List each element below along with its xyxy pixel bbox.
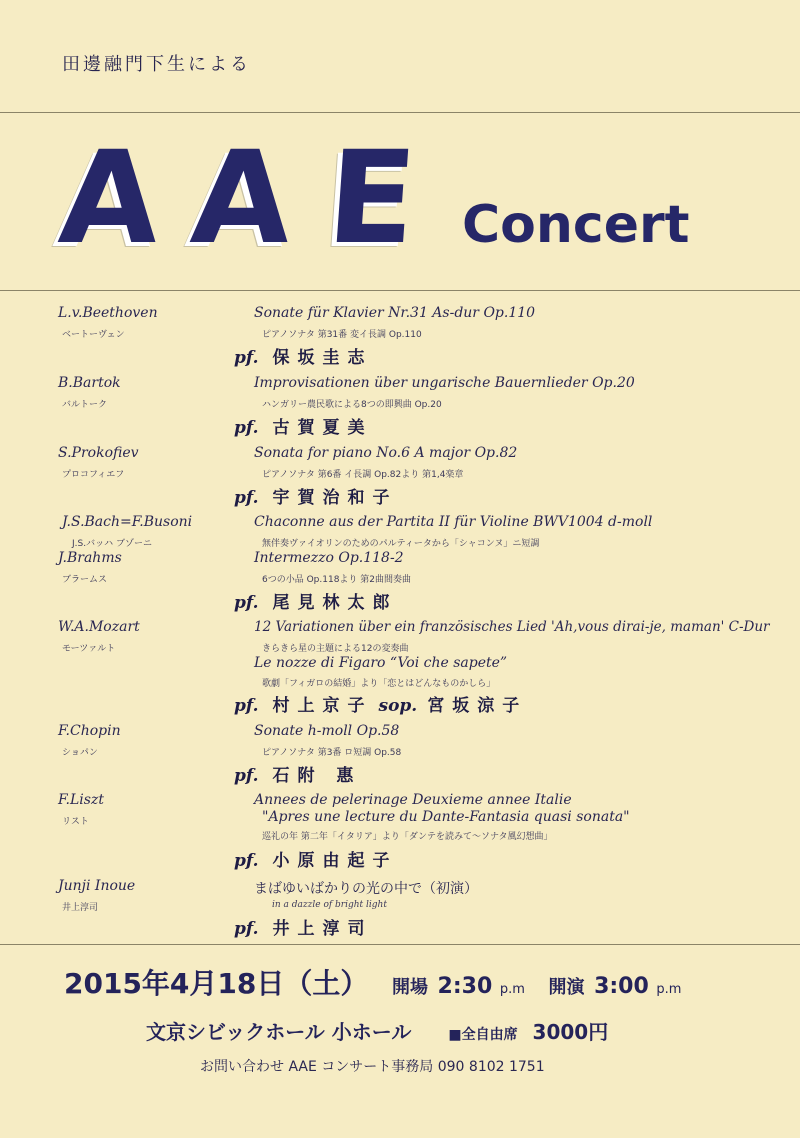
composer-name: F.Chopin [58, 723, 121, 739]
open-label: 開場 [391, 977, 428, 998]
composer-name: L.v.Beethoven [58, 305, 158, 321]
title-letter-e: E [322, 124, 421, 273]
instrument-label: pf. [234, 696, 259, 716]
instrument-label: pf. [234, 919, 259, 939]
composer-name-jp: プロコフィエフ [62, 470, 125, 480]
top-divider [0, 112, 800, 113]
performer-name: 井上淳司 [272, 919, 373, 939]
start-time: 3:00 [594, 974, 649, 999]
work-title: Sonate h-moll Op.58 [254, 723, 400, 739]
work-title-jp: 無伴奏ヴァイオリンのためのパルティータから「シャコンヌ」ニ短調 [262, 539, 540, 549]
work-title-2: Le nozze di Figaro “Voi che sapete” [254, 655, 508, 671]
composer-name-2-jp: ブラームス [62, 575, 108, 585]
start-unit: p.m [656, 982, 682, 997]
title-concert-word: Concert [462, 195, 690, 255]
composer-name: S.Prokofiev [58, 445, 139, 461]
performer-name: 保坂圭志 [272, 348, 373, 368]
venue-line [146, 1016, 608, 1045]
instrument-label: pf. [234, 418, 259, 438]
composer-name: F.Liszt [58, 792, 104, 808]
composer-name: Junji Inoue [58, 878, 136, 894]
instrument-label: pf. [234, 348, 259, 368]
performer-line [234, 413, 373, 438]
event-date: 2015年4月18日（土） [64, 967, 369, 1000]
composer-name-jp: バルトーク [62, 400, 108, 410]
seating-label: ■全自由席 [448, 1027, 518, 1043]
venue-name: 文京シビックホール 小ホール [146, 1020, 412, 1044]
performer-name: 宇賀治和子 [272, 488, 398, 508]
work-title-en: in a dazzle of bright light [272, 900, 387, 910]
performer-line [234, 914, 373, 939]
instrument-label: pf. [234, 851, 259, 871]
contact-info: お問い合わせ AAE コンサート事務局 090 8102 1751 [200, 1059, 545, 1075]
title-divider [0, 290, 800, 291]
composer-name: B.Bartok [58, 375, 121, 391]
singer-name: 宮坂涼子 [427, 696, 528, 716]
work-title: Sonata for piano No.6 A major Op.82 [254, 445, 518, 461]
performer-line [234, 483, 398, 508]
work-title-jp: きらきら星の主題による12の変奏曲 [262, 644, 409, 654]
work-title: 12 Variationen über ein französisches Lied 'Ah,vous dirai-je, maman' C-Dur [254, 619, 770, 635]
performer-line [234, 588, 398, 613]
event-date-line [64, 962, 681, 1002]
composer-name-2: J.Brahms [58, 550, 122, 566]
work-title-jp: ピアノソナタ 第3番 ロ短調 Op.58 [262, 748, 402, 758]
work-title-jp: ハンガリー農民歌による8つの即興曲 Op.20 [262, 400, 442, 410]
open-time: 2:30 [437, 974, 493, 999]
composer-name-jp: モーツァルト [62, 644, 116, 654]
work-title-2: Intermezzo Op.118-2 [254, 550, 404, 566]
work-title-2-jp: 歌劇「フィガロの結婚」より「恋とはどんなものかしら」 [262, 679, 496, 689]
composer-name-jp: ショパン [62, 748, 98, 758]
organizer-subtitle: 田邊融門下生による [62, 54, 251, 75]
work-title: Sonate für Klavier Nr.31 As-dur Op.110 [254, 305, 536, 321]
work-title-jp: ピアノソナタ 第6番 イ長調 Op.82より 第1,4楽章 [262, 470, 464, 480]
work-title-jp: 巡礼の年 第二年「イタリア」より「ダンテを読みて〜ソナタ風幻想曲」 [262, 832, 553, 842]
instrument-label: pf. [234, 593, 259, 613]
work-title-subtitle: "Apres une lecture du Dante-Fantasia quasi sonata" [262, 809, 630, 825]
performer-name: 尾見林太郎 [272, 593, 398, 613]
instrument-label: pf. [234, 766, 259, 786]
work-title-2-jp: 6つの小品 Op.118より 第2曲間奏曲 [262, 575, 412, 585]
work-title: Chaconne aus der Partita II für Violine BWV1004 d-moll [254, 514, 653, 530]
work-title: まばゆいばかりの光の中で（初演） [254, 881, 478, 897]
performer-name: 小原由起子 [272, 851, 398, 871]
composer-name-jp: リスト [62, 817, 89, 827]
performer-line [234, 761, 361, 786]
composer-name: J.S.Bach=F.Busoni [62, 514, 193, 530]
title-letter-a1: A [54, 124, 165, 273]
voice-label: sop. [378, 696, 418, 716]
composer-name-jp: J.S.バッハ ブゾーニ [72, 539, 152, 549]
ticket-price: 3000円 [532, 1020, 609, 1044]
composer-name: W.A.Mozart [58, 619, 140, 635]
performer-line [234, 343, 373, 368]
start-label: 開演 [548, 977, 585, 998]
concert-title [54, 124, 780, 273]
composer-name-jp: ベートーヴェン [62, 330, 125, 340]
work-title-jp: ピアノソナタ 第31番 変イ長調 Op.110 [262, 330, 422, 340]
footer-divider [0, 944, 800, 945]
open-unit: p.m [499, 982, 525, 997]
performer-line [234, 846, 398, 871]
performer-name: 村上京子 [272, 696, 373, 716]
composer-name-jp: 井上淳司 [62, 903, 99, 913]
performer-name: 石附 惠 [272, 766, 362, 786]
title-letter-a2: A [186, 124, 297, 273]
instrument-label: pf. [234, 488, 259, 508]
work-title: Annees de pelerinage Deuxieme annee Italie [254, 792, 572, 808]
performer-line [234, 691, 527, 716]
work-title: Improvisationen über ungarische Bauernlieder Op.20 [254, 375, 635, 391]
performer-name: 古賀夏美 [272, 418, 373, 438]
